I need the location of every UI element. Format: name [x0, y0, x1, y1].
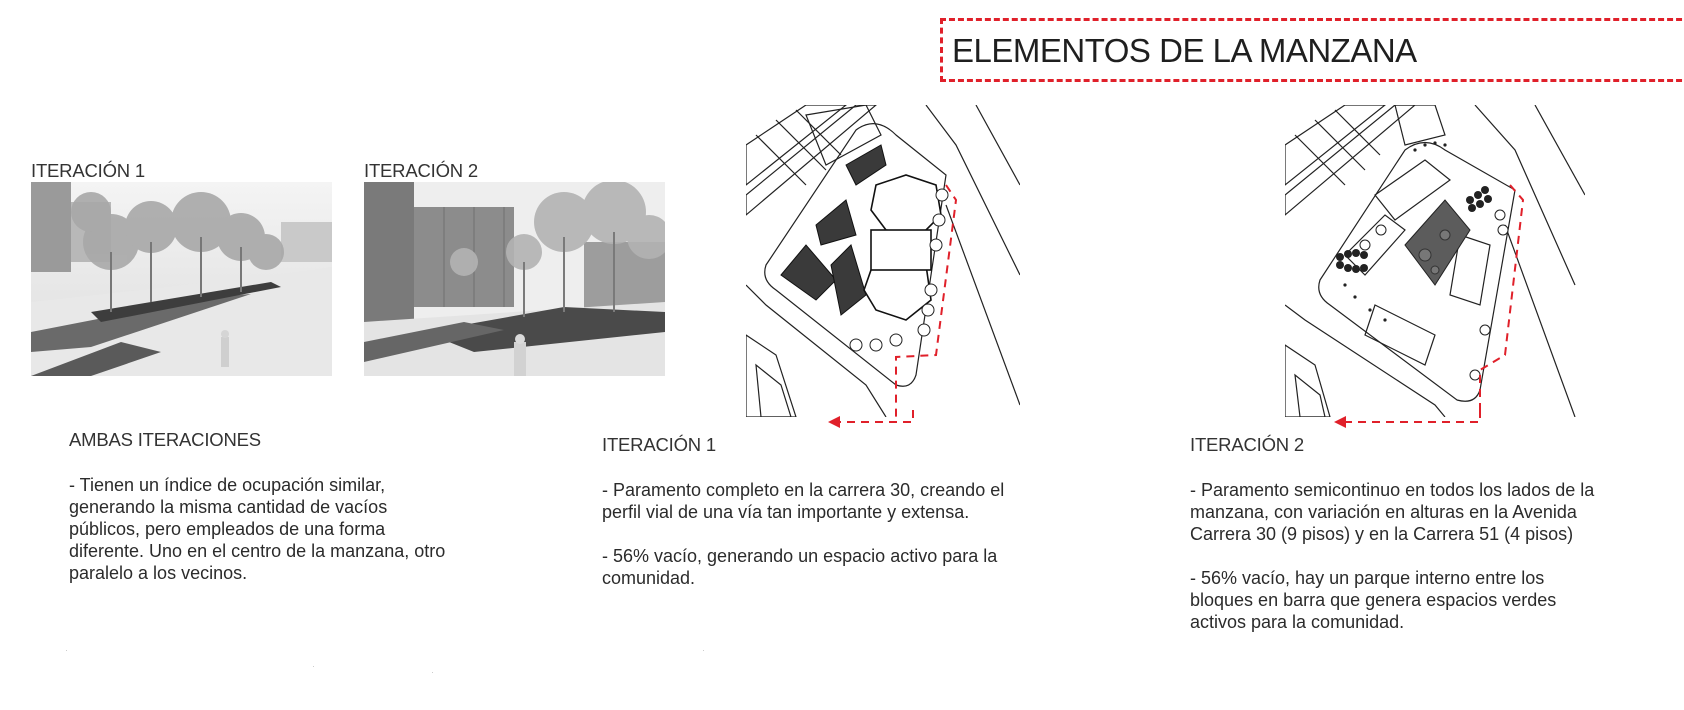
left-body-text: - Tienen un índice de ocupación similar, generando la misma cantidad de vacíos públicos, pero empleados de una forma diferente. Uno en el centro de la manzana, otro paralelo a los vecinos. [69, 475, 446, 583]
render-2-label: ITERACIÓN 2 [364, 160, 478, 181]
speck [432, 672, 433, 673]
right-heading: ITERACIÓN 2 [1190, 434, 1304, 455]
render-1-label: ITERACIÓN 1 [31, 160, 145, 181]
page-title: ELEMENTOS DE LA MANZANA [952, 32, 1417, 69]
leader-arrow-1 [826, 410, 916, 434]
right-para-1: - Paramento semicontinuo en todos los lados de la manzana, con variación en alturas en la Avenida Carrera 30 (9 pisos) y en la Carrera 51 (4 pisos) [1190, 480, 1595, 544]
right-body [1190, 479, 1610, 655]
site-plan-iteration-2 [1285, 105, 1585, 417]
right-para-2: - 56% vacío, hay un parque interno entre los bloques en barra que genera espacios verdes activos para la comunidad. [1190, 568, 1557, 632]
middle-body [602, 479, 1012, 611]
speck [703, 650, 704, 651]
middle-heading: ITERACIÓN 1 [602, 434, 716, 455]
left-body [69, 474, 449, 606]
left-heading: AMBAS ITERACIONES [69, 429, 261, 450]
middle-para-1: - Paramento completo en la carrera 30, creando el perfil vial de una vía tan importante y extensa. [602, 480, 1005, 522]
middle-para-2: - 56% vacío, generando un espacio activo para la comunidad. [602, 546, 998, 588]
speck [313, 666, 314, 667]
render-iteration-2-image [364, 182, 665, 376]
leader-arrow-2 [1332, 410, 1482, 434]
site-plan-iteration-1 [746, 105, 1020, 417]
speck [66, 650, 67, 651]
render-iteration-1-image [31, 182, 332, 376]
